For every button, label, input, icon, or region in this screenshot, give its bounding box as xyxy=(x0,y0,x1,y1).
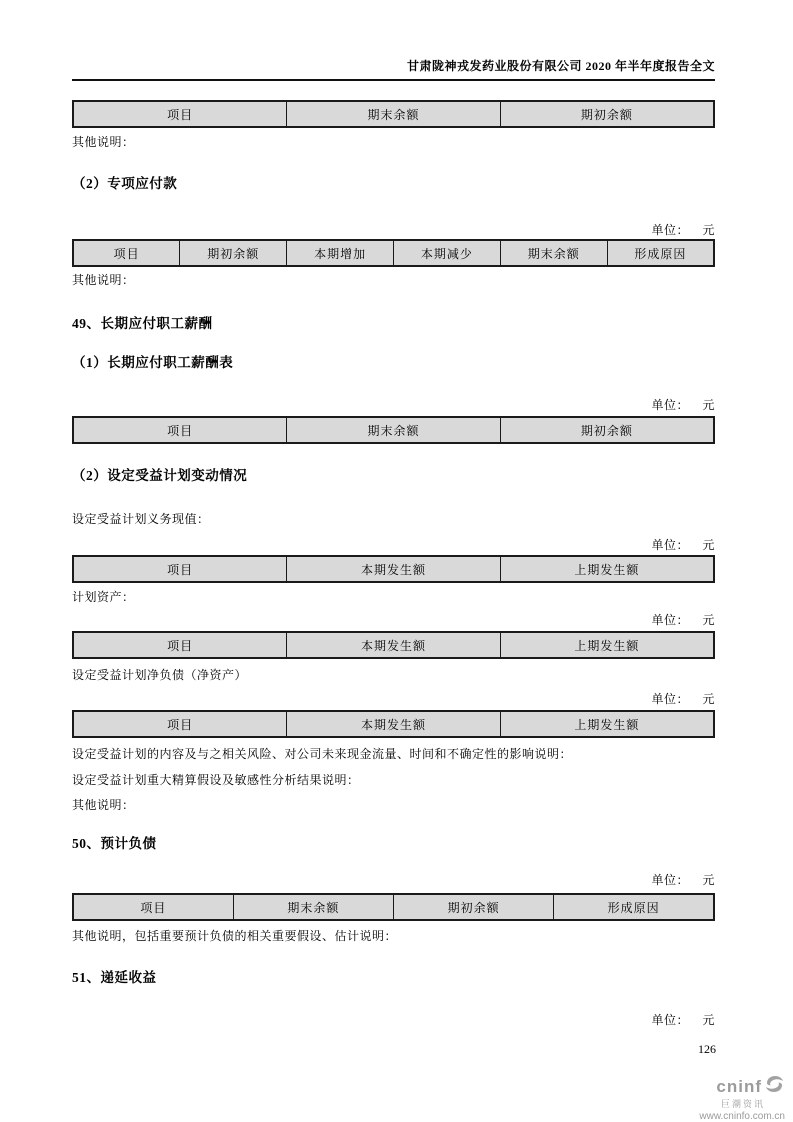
col-prior-period: 上期发生额 xyxy=(500,556,714,582)
col-item: 项目 xyxy=(73,240,180,266)
table-other-payables xyxy=(72,100,715,128)
cninfo-logo xyxy=(699,1074,785,1122)
table-benefit-obligation xyxy=(72,555,715,583)
actuarial-note: 设定受益计划重大精算假设及敏感性分析结果说明： xyxy=(72,773,360,787)
impact-note: 设定受益计划的内容及与之相关风险、对公司未来现金流量、时间和不确定性的影响说明： xyxy=(72,747,573,761)
col-item: 项目 xyxy=(73,711,287,737)
unit-label: 单位： 元 xyxy=(651,613,715,627)
section-long-term-payroll: 49、长期应付职工薪酬 xyxy=(72,316,213,331)
col-beginning-balance: 期初余额 xyxy=(394,894,554,920)
unit-label: 单位： 元 xyxy=(651,538,715,552)
section-long-term-payroll-table: （1）长期应付职工薪酬表 xyxy=(72,355,234,370)
table-header-row xyxy=(73,632,714,658)
table-header-row xyxy=(73,711,714,737)
unit-label: 单位： 元 xyxy=(651,398,715,412)
other-note: 其他说明： xyxy=(72,798,135,812)
col-formation-reason: 形成原因 xyxy=(554,894,714,920)
page-number: 126 xyxy=(698,1042,716,1056)
table-net-liability xyxy=(72,710,715,738)
table-special-payables xyxy=(72,239,715,267)
cninfo-swirl-icon xyxy=(764,1074,785,1098)
report-title: 甘肃陇神戎发药业股份有限公司 2020 年半年度报告全文 xyxy=(406,59,715,73)
plan-assets-label: 计划资产： xyxy=(72,590,135,604)
table-provisions xyxy=(72,893,715,921)
col-beginning-balance: 期初余额 xyxy=(500,417,714,443)
unit-label: 单位： 元 xyxy=(651,223,715,237)
section-provisions: 50、预计负债 xyxy=(72,836,157,851)
col-current-period: 本期发生额 xyxy=(287,556,501,582)
col-item: 项目 xyxy=(73,556,287,582)
col-item: 项目 xyxy=(73,894,233,920)
table-header-row xyxy=(73,240,714,266)
col-ending-balance: 期末余额 xyxy=(287,417,501,443)
table-header-row xyxy=(73,894,714,920)
col-current-period: 本期发生额 xyxy=(287,711,501,737)
page-header xyxy=(72,0,715,81)
cninfo-logo-url: www.cninfo.com.cn xyxy=(699,1111,785,1122)
cninfo-logo-brand: cninf xyxy=(716,1076,762,1096)
table-header-row xyxy=(73,556,714,582)
col-prior-period: 上期发生额 xyxy=(500,632,714,658)
col-ending-balance: 期末余额 xyxy=(287,101,501,127)
col-current-increase: 本期增加 xyxy=(287,240,394,266)
other-note: 其他说明： xyxy=(72,273,135,287)
col-item: 项目 xyxy=(73,417,287,443)
col-ending-balance: 期末余额 xyxy=(500,240,607,266)
net-liability-label: 设定受益计划净负债（净资产） xyxy=(72,668,248,682)
col-prior-period: 上期发生额 xyxy=(500,711,714,737)
col-ending-balance: 期末余额 xyxy=(233,894,393,920)
provisions-note: 其他说明，包括重要预计负债的相关重要假设、估计说明： xyxy=(72,929,398,943)
col-formation-reason: 形成原因 xyxy=(607,240,714,266)
col-item: 项目 xyxy=(73,101,287,127)
unit-label: 单位： 元 xyxy=(651,873,715,887)
section-deferred-income: 51、递延收益 xyxy=(72,970,157,985)
table-plan-assets xyxy=(72,631,715,659)
unit-label: 单位： 元 xyxy=(651,692,715,706)
col-beginning-balance: 期初余额 xyxy=(180,240,287,266)
section-defined-benefit-changes: （2）设定受益计划变动情况 xyxy=(72,468,248,483)
other-note: 其他说明： xyxy=(72,135,135,149)
table-header-row xyxy=(73,101,714,127)
table-header-row xyxy=(73,417,714,443)
defined-benefit-obligation-label: 设定受益计划义务现值： xyxy=(72,512,210,526)
col-item: 项目 xyxy=(73,632,287,658)
unit-label: 单位： 元 xyxy=(651,1013,715,1027)
table-long-term-payroll xyxy=(72,416,715,444)
page-content xyxy=(72,0,715,1027)
col-current-period: 本期发生额 xyxy=(287,632,501,658)
section-special-payables: （2）专项应付款 xyxy=(72,176,178,191)
col-beginning-balance: 期初余额 xyxy=(500,101,714,127)
col-current-decrease: 本期减少 xyxy=(393,240,500,266)
cninfo-logo-name: 巨潮资讯 xyxy=(720,1099,765,1109)
